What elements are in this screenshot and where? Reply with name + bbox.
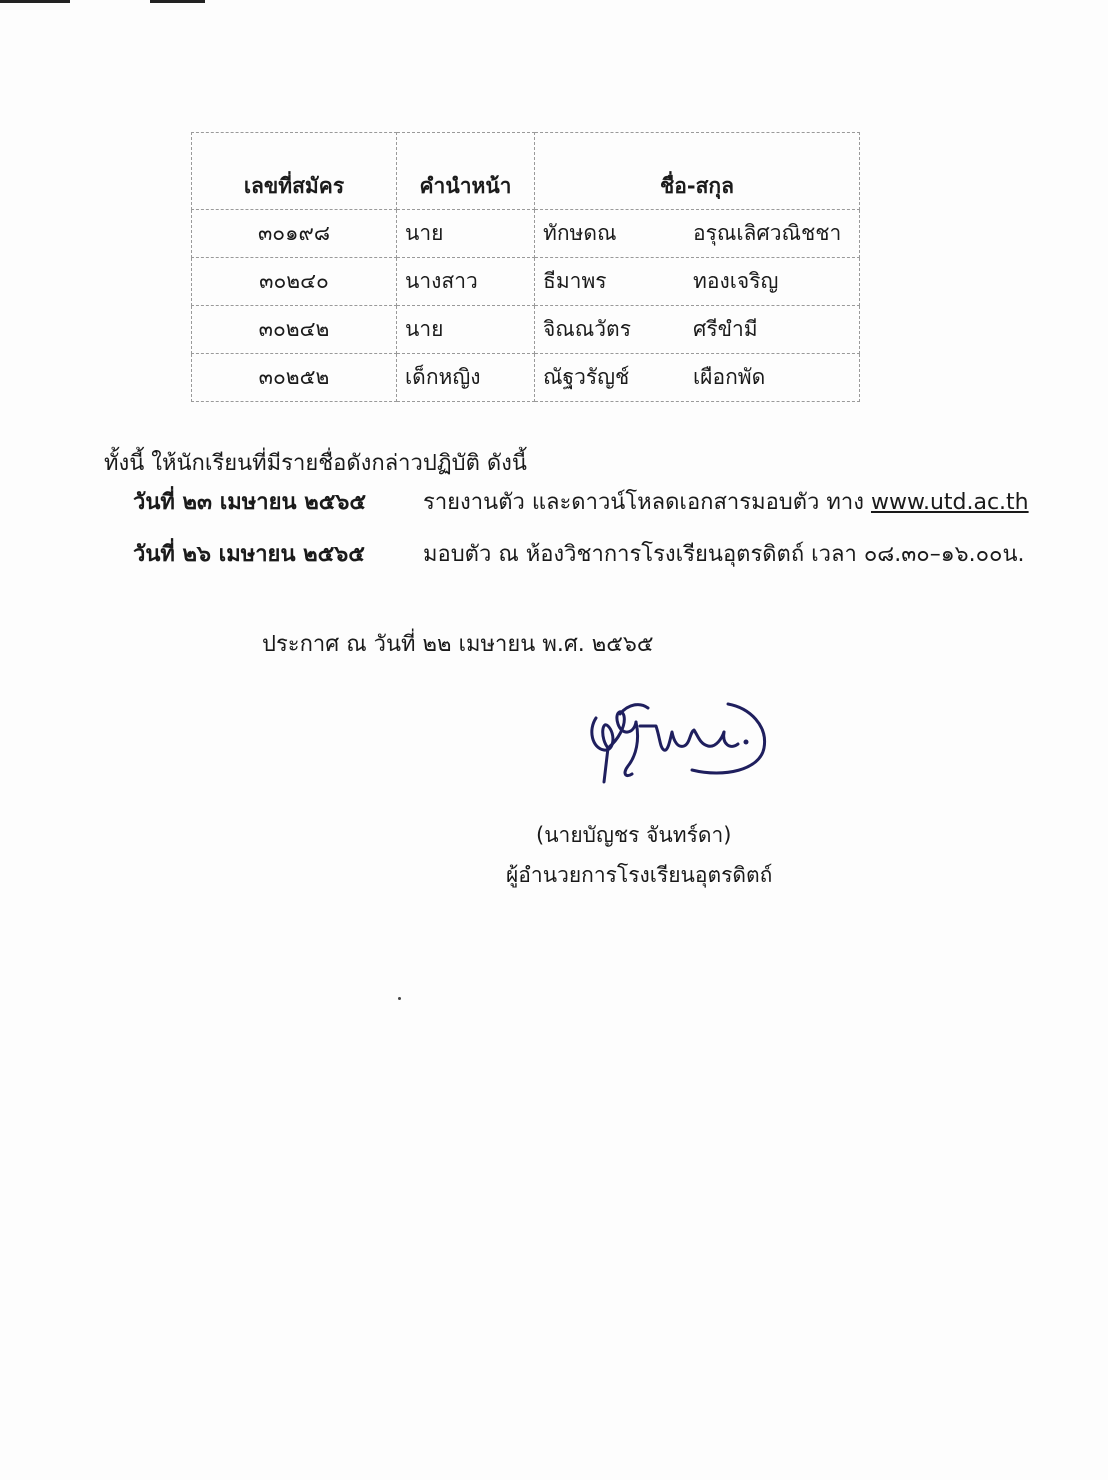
name-prefix: นาย [397,306,535,354]
signer-name: (นายบัญชร จันทร์ดา) [536,823,732,847]
applicant-table [191,132,859,402]
full-name [535,210,860,258]
applicant-number: ๓๐๒๔๐ [192,258,397,306]
header-applicant-number: เลขที่สมัคร [192,133,397,210]
schedule-description-text: รายงานตัว และดาวน์โหลดเอกสารมอบตัว ทาง [423,490,871,515]
table-row [192,354,860,402]
full-name [535,258,860,306]
scan-speck [398,997,401,1000]
full-name [535,354,860,402]
table-row [192,306,860,354]
last-name: อรุณเลิศวณิชชา [693,221,842,245]
last-name: ทองเจริญ [693,269,779,293]
announcement-date: ประกาศ ณ วันที่ ๒๒ เมษายน พ.ศ. ๒๕๖๕ [262,632,654,657]
header-full-name: ชื่อ-สกุล [535,133,860,210]
applicant-number: ๓๐๒๔๒ [192,306,397,354]
schedule-description [423,484,1029,519]
applicant-number: ๓๐๑๙๘ [192,210,397,258]
scan-artifact [0,0,70,3]
full-name [535,306,860,354]
schedule-item [133,536,1025,571]
table-header-row [192,133,860,210]
name-prefix: เด็กหญิง [397,354,535,402]
last-name: เผือกพัด [693,365,766,389]
handwritten-signature-icon [574,690,774,790]
applicant-number: ๓๐๒๕๒ [192,354,397,402]
scan-artifact [150,0,205,3]
instruction-intro: ทั้งนี้ ให้นักเรียนที่มีรายชื่อดังกล่าวปฏิบัติ ดังนี้ [104,451,527,476]
first-name: ณัฐวรัญช์ [543,365,630,389]
schedule-date: วันที่ ๒๓ เมษายน ๒๕๖๕ [133,490,366,515]
website-link[interactable]: www.utd.ac.th [870,490,1029,515]
table-row [192,258,860,306]
name-prefix: นาย [397,210,535,258]
header-prefix: คำนำหน้า [397,133,535,210]
first-name: ธีมาพร [543,269,607,293]
name-prefix: นางสาว [397,258,535,306]
signer-title: ผู้อำนวยการโรงเรียนอุตรดิตถ์ [506,863,773,887]
table-row [192,210,860,258]
last-name: ศรีขำมี [693,317,758,341]
schedule-date: วันที่ ๒๖ เมษายน ๒๕๖๕ [133,542,365,567]
schedule-item [133,484,1029,519]
schedule-description: มอบตัว ณ ห้องวิชาการโรงเรียนอุตรดิตถ์ เวลา ๐๘.๓๐–๑๖.๐๐น. [423,542,1025,567]
first-name: ทักษดณ [543,221,617,245]
first-name: จิณณวัตร [543,317,631,341]
